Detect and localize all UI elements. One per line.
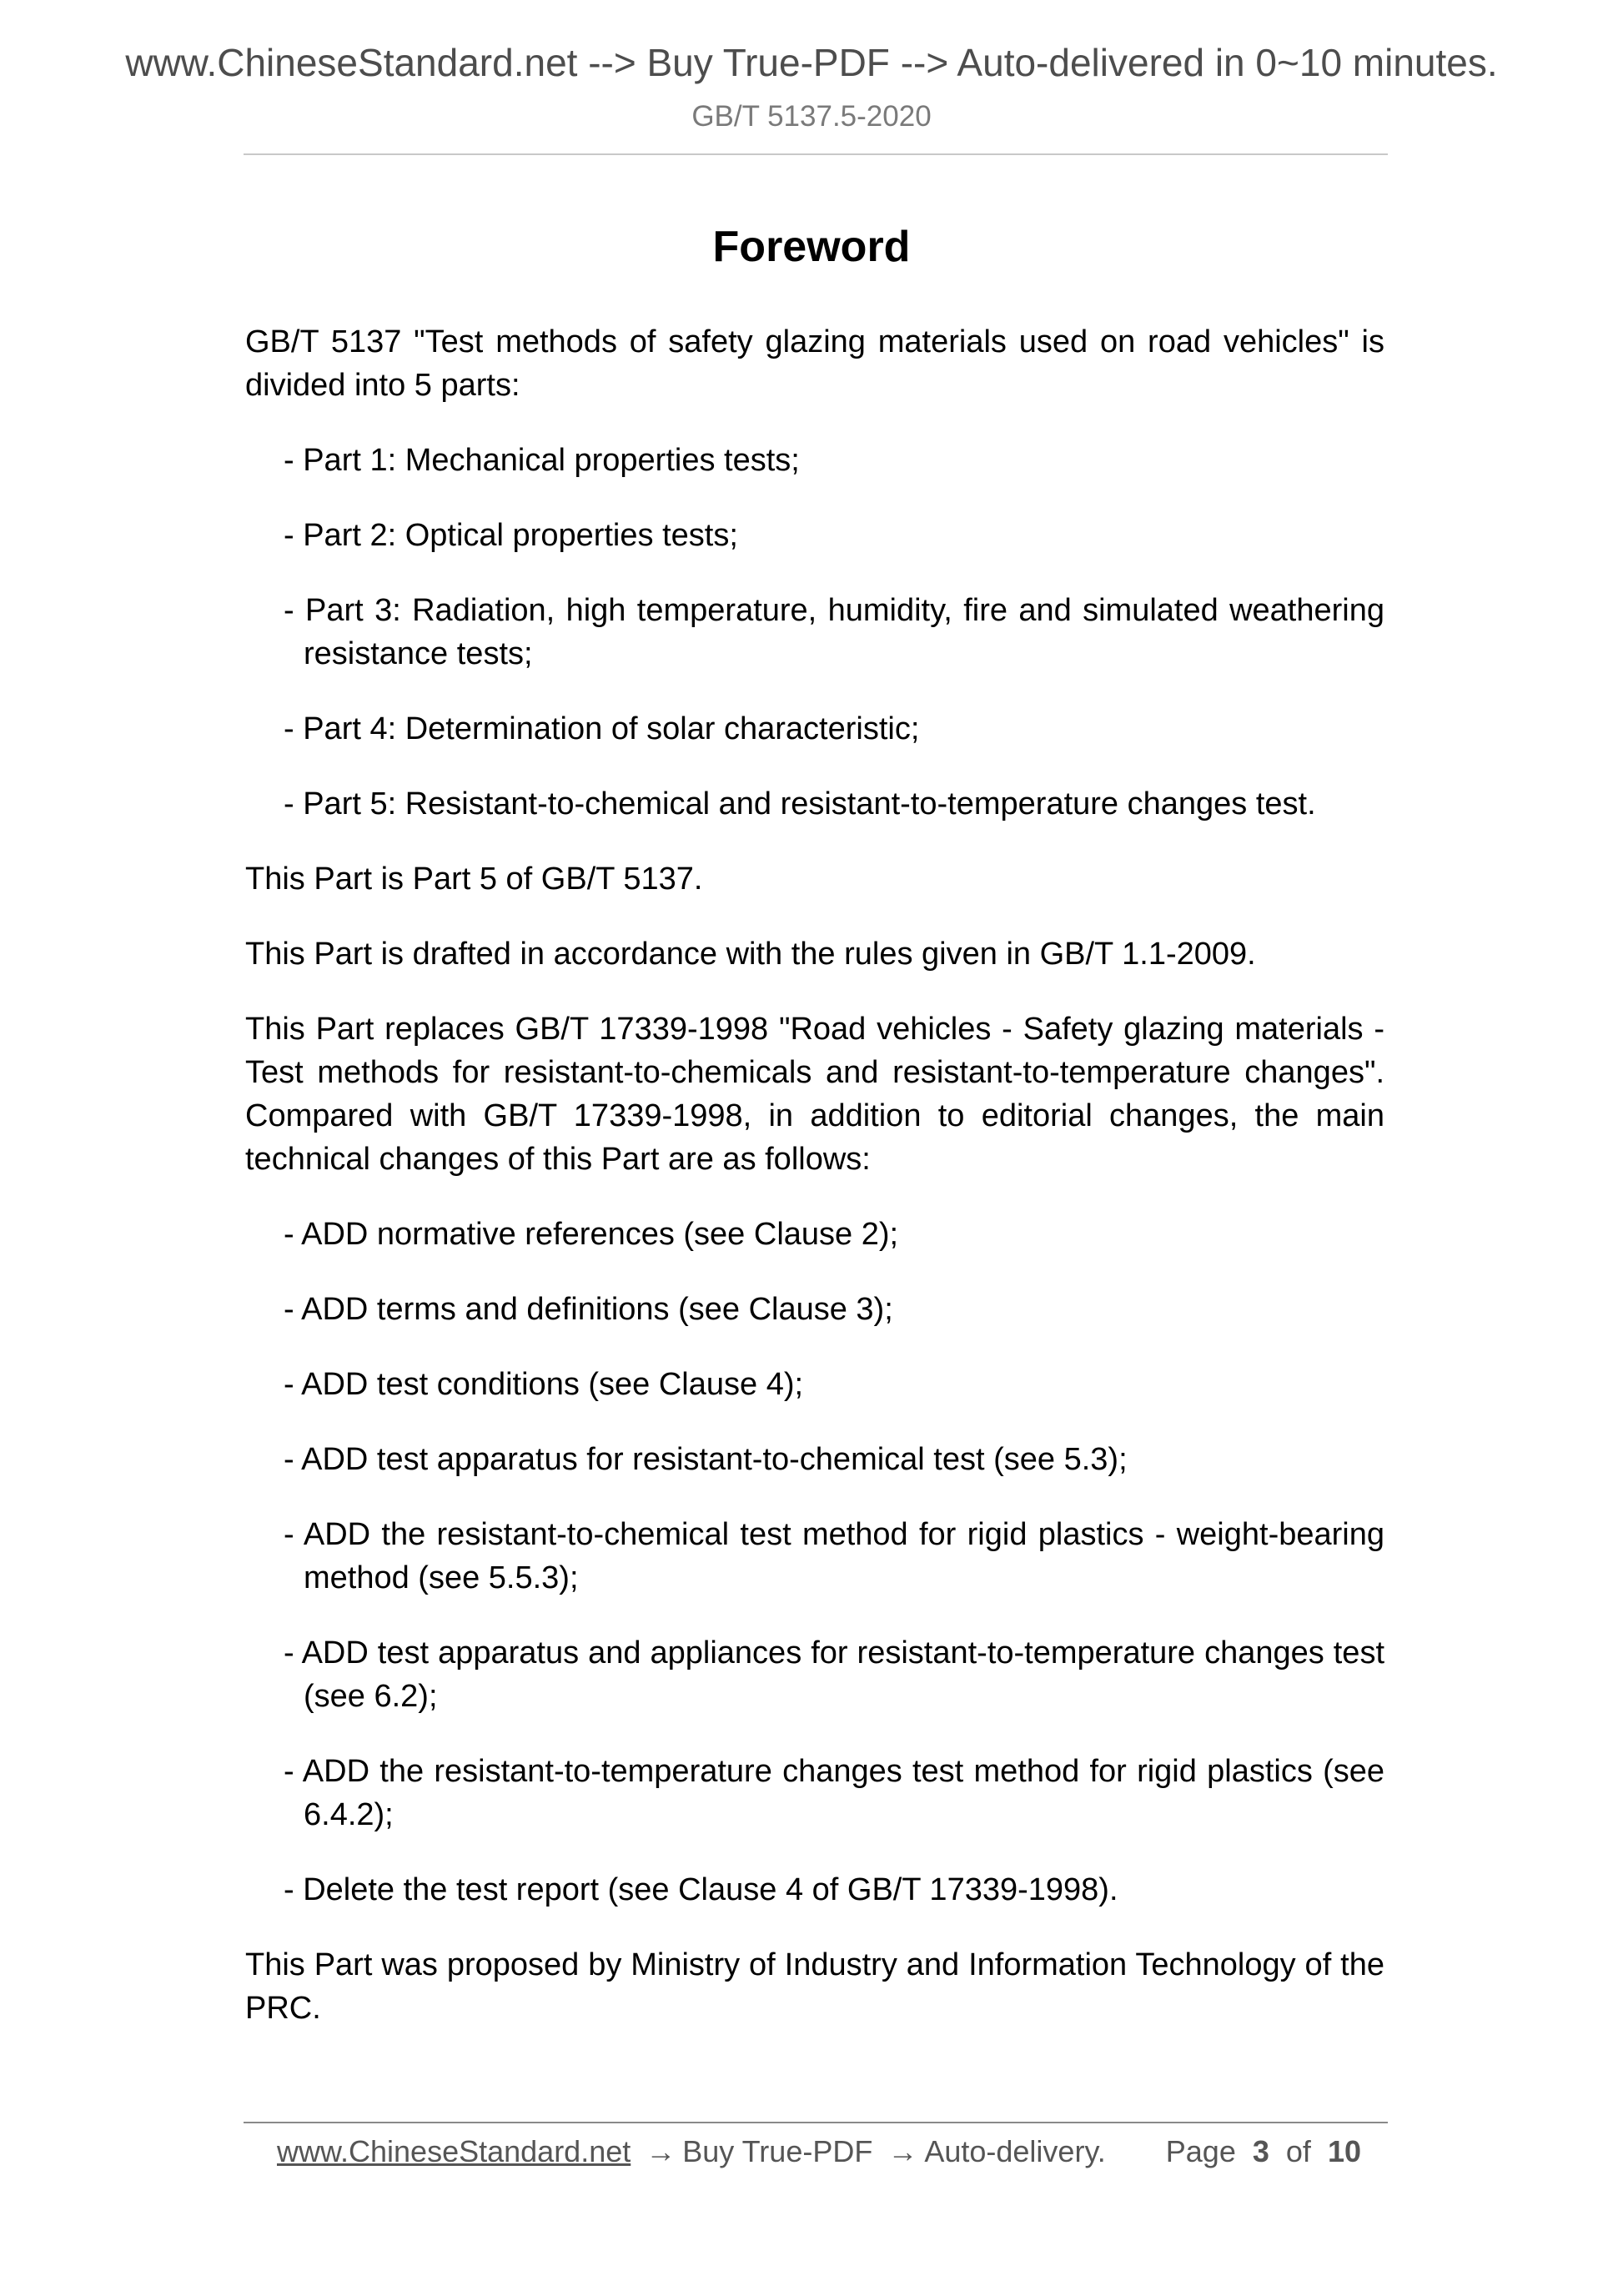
part-of-paragraph: This Part is Part 5 of GB/T 5137. — [245, 862, 703, 897]
page-current: 3 — [1252, 2134, 1269, 2168]
arrow-right-icon: → — [887, 2134, 918, 2168]
changes-list-item: - ADD test apparatus for resistant-to-chemical test (see 5.3); — [284, 1442, 1128, 1477]
page-title: Foreword — [712, 223, 911, 271]
changes-list — [245, 1213, 1384, 1912]
parts-list-item: - Part 1: Mechanical properties tests; — [284, 443, 800, 478]
footer-site-link[interactable]: www.ChineseStandard.net — [277, 2134, 631, 2168]
arrow-right-icon: → — [646, 2134, 676, 2168]
page-footer — [277, 2132, 1361, 2172]
parts-list-item: - Part 3: Radiation, high temperature, humidity, fire and simulated weathering resistance tests; — [284, 593, 1384, 671]
page-total: 10 — [1327, 2134, 1361, 2168]
top-banner[interactable]: www.ChineseStandard.net --> Buy True-PDF --> Auto-delivered in 0~10 minutes. — [125, 41, 1498, 84]
changes-list-item: - ADD test apparatus and appliances for resistant-to-temperature changes test (see 6.2); — [284, 1635, 1384, 1714]
foreword-body — [245, 320, 1384, 2062]
of-label: of — [1285, 2134, 1311, 2168]
header-divider — [244, 153, 1388, 155]
changes-list-item: - ADD terms and definitions (see Clause 3); — [284, 1292, 893, 1327]
parts-list-item: - Part 2: Optical properties tests; — [284, 518, 738, 553]
footer-buy-text: Buy True-PDF — [682, 2134, 873, 2168]
proposed-paragraph: This Part was proposed by Ministry of Industry and Information Technology of the PRC. — [245, 1947, 1384, 2026]
footer-delivery-text: Auto-delivery. — [924, 2134, 1106, 2168]
changes-list-item: - ADD normative references (see Clause 2); — [284, 1217, 899, 1252]
changes-list-item: - ADD the resistant-to-chemical test method for rigid plastics - weight-bearing method (see 5.5.3); — [284, 1517, 1384, 1595]
changes-list-item: - ADD test conditions (see Clause 4); — [284, 1367, 804, 1402]
footer-promo — [277, 2132, 1106, 2172]
drafted-paragraph: This Part is drafted in accordance with the rules given in GB/T 1.1-2009. — [245, 937, 1256, 972]
footer-divider — [244, 2122, 1388, 2123]
parts-list-item: - Part 4: Determination of solar characteristic; — [284, 711, 920, 746]
page-label: Page — [1165, 2134, 1236, 2168]
page-number — [1166, 2132, 1361, 2172]
intro-paragraph: GB/T 5137 "Test methods of safety glazing materials used on road vehicles" is divided into 5 parts: — [245, 324, 1384, 403]
changes-list-item: - Delete the test report (see Clause 4 of GB/T 17339-1998). — [284, 1872, 1118, 1907]
changes-list-item: - ADD the resistant-to-temperature changes test method for rigid plastics (see 6.4.2); — [284, 1754, 1384, 1832]
document-code: GB/T 5137.5-2020 — [691, 100, 932, 133]
replaces-paragraph: This Part replaces GB/T 17339-1998 "Road vehicles - Safety glazing materials - Test methods for resistant-to-chemicals and resistant-to-temperature changes". Compared with GB/T 17339-1998, in addition to editorial changes, the main technical changes of this Part are as follows: — [245, 1012, 1384, 1177]
parts-list-item: - Part 5: Resistant-to-chemical and resistant-to-temperature changes test. — [284, 786, 1316, 821]
parts-list — [245, 439, 1384, 826]
